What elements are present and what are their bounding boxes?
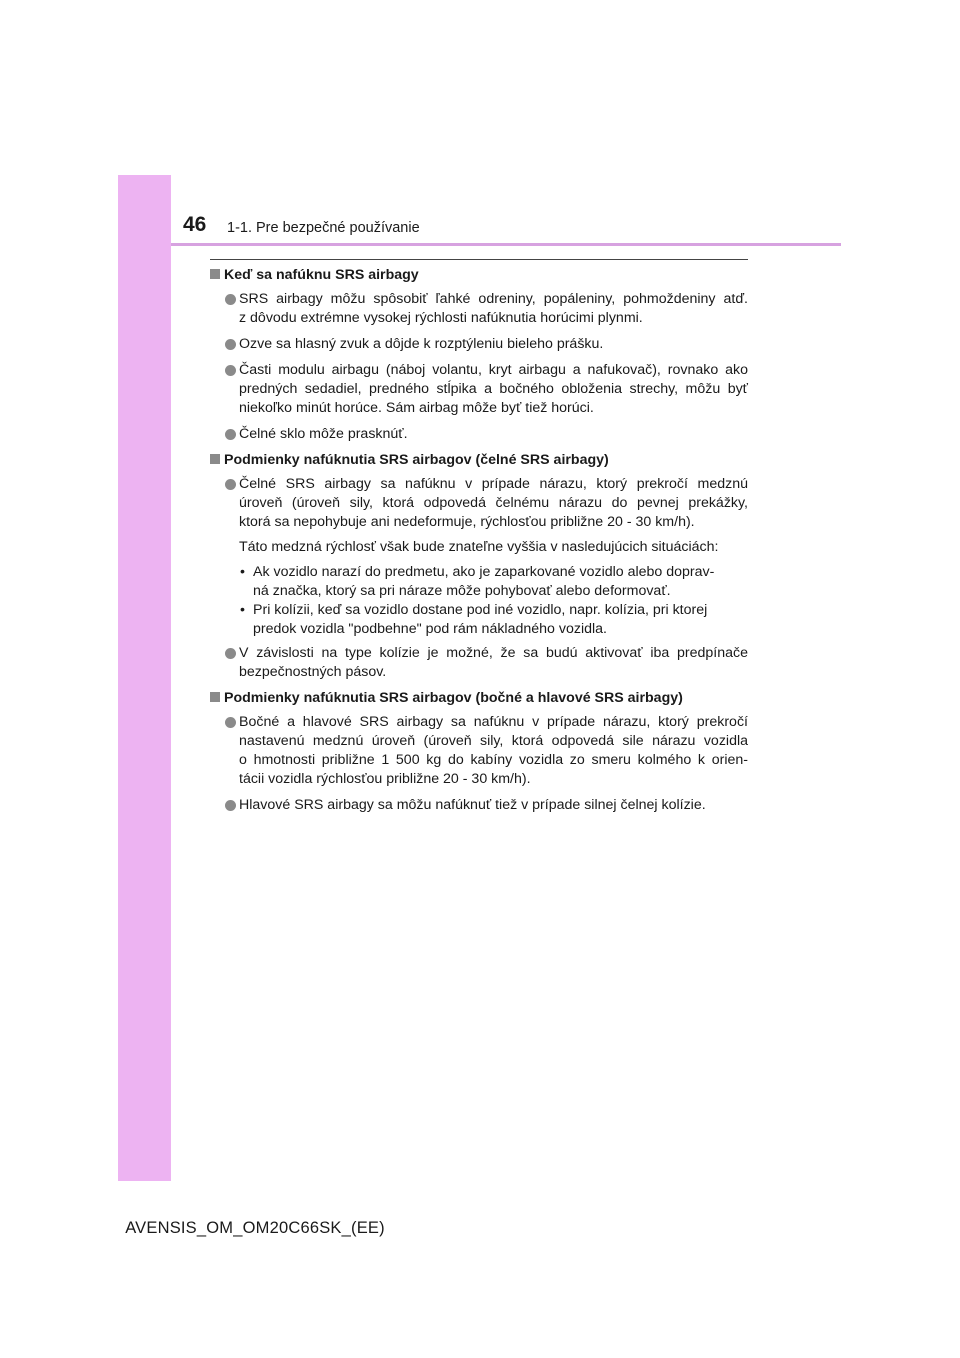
circle-bullet-icon [225, 339, 236, 350]
section-heading-text: Podmienky nafúknutia SRS airbagov (bočné a hlavové SRS airbagy) [224, 690, 683, 706]
text-line: Čelné sklo môže prasknúť. [239, 426, 408, 442]
sub-bullet-mark: • [240, 602, 245, 618]
text-line: Ak vozidlo narazí do predmetu, ako je zaparkované vozidlo alebo doprav- [253, 564, 715, 580]
header-rule [171, 243, 841, 246]
text-line: bezpečnostných pásov. [239, 664, 387, 680]
section-heading-text: Podmienky nafúknutia SRS airbagov (čelné SRS airbagy) [224, 452, 609, 468]
square-bullet-icon [210, 454, 220, 464]
text-line: V závislosti na type kolízie je možné, že sa budú aktivovať iba predpínače [239, 645, 748, 661]
threshold-note: Táto medzná rýchlosť však bude znateľne vyššia v nasledujúcich situáciách: [239, 539, 719, 555]
text-line: z dôvodu extrémne vysokej rýchlosti nafúknutia horúcimi plynmi. [239, 310, 643, 326]
list-item [210, 425, 748, 444]
sub-list-item [210, 601, 748, 639]
list-item [210, 713, 748, 789]
text-line: Hlavové SRS airbagy sa môžu nafúknuť tiež v prípade silnej čelnej kolízie. [239, 797, 706, 813]
sub-list [210, 563, 748, 639]
sub-bullet-mark: • [240, 564, 245, 580]
text-line: ná značka, ktorý sa pri náraze môže pohybovať alebo deformovať. [253, 583, 671, 599]
page-number: 46 [183, 213, 207, 236]
list-item [210, 290, 748, 328]
section-airbag-deployment [210, 266, 748, 444]
text-line: niekoľko minút horúce. Sám airbag môže byť tiež horúci. [239, 400, 594, 416]
list-item [210, 475, 748, 532]
text-line: Pri kolízii, keď sa vozidlo dostane pod iné vozidlo, napr. kolízia, pri ktorej [253, 602, 708, 618]
text-line: Ozve sa hlasný zvuk a dôjde k rozptýleniu bieleho prášku. [239, 336, 604, 352]
circle-bullet-icon [225, 479, 236, 490]
text-line: tácii vozidla rýchlosťou približne 20 - 30 km/h). [239, 771, 531, 787]
list-item [210, 335, 748, 354]
text-line: predných sedadiel, predného stĺpika a bočného obloženia strechy, môžu byť [239, 381, 748, 397]
sub-list-item [210, 563, 748, 601]
circle-bullet-icon [225, 648, 236, 659]
circle-bullet-icon [225, 717, 236, 728]
circle-bullet-icon [225, 365, 236, 376]
text-line: úroveň (úroveň sily, ktorá odpovedá čelnému nárazu do pevnej prekážky, [239, 495, 748, 511]
circle-bullet-icon [225, 800, 236, 811]
page-content [210, 266, 748, 822]
circle-bullet-icon [225, 429, 236, 440]
section-heading [210, 689, 748, 708]
text-line: Bočné a hlavové SRS airbagy sa nafúknu v prípade nárazu, ktorý prekročí [239, 714, 748, 730]
text-line: Časti modulu airbagu (náboj volantu, kryt airbagu a nafukovač), rovnako ako [239, 362, 748, 378]
square-bullet-icon [210, 269, 220, 279]
list-item [210, 796, 748, 815]
text-line: ktorá sa nepohybuje ani nedeformuje, rýchlosťou približne 20 - 30 km/h). [239, 514, 695, 530]
text-line: o hmotnosti približne 1 500 kg do kabíny vozidla zo smeru kolmého k orien- [239, 752, 748, 768]
section-heading [210, 266, 748, 285]
text-line: Čelné SRS airbagy sa nafúknu v prípade nárazu, ktorý prekročí medznú [239, 476, 748, 492]
circle-bullet-icon [225, 294, 236, 305]
text-line: nastavenú medznú úroveň (úroveň sily, ktorá odpovedá sile nárazu vozidla [239, 733, 748, 749]
chapter-sidebar-tab [118, 175, 171, 1181]
content-top-rule [210, 259, 748, 260]
list-item [210, 361, 748, 418]
section-frontal-airbag-conditions [210, 451, 748, 682]
chapter-title: 1-1. Pre bezpečné používanie [227, 220, 420, 236]
text-line: predok vozidla "podbehne" pod rám nákladného vozidla. [253, 621, 607, 637]
square-bullet-icon [210, 692, 220, 702]
footer-code: AVENSIS_OM_OM20C66SK_(EE) [125, 1219, 385, 1237]
section-heading [210, 451, 748, 470]
section-side-curtain-airbag-conditions [210, 689, 748, 815]
section-heading-text: Keď sa nafúknu SRS airbagy [224, 267, 419, 283]
list-item [210, 644, 748, 682]
document-footer [0, 1219, 960, 1238]
text-line: SRS airbagy môžu spôsobiť ľahké odreniny, popáleniny, pohmoždeniny atď. [239, 291, 748, 307]
